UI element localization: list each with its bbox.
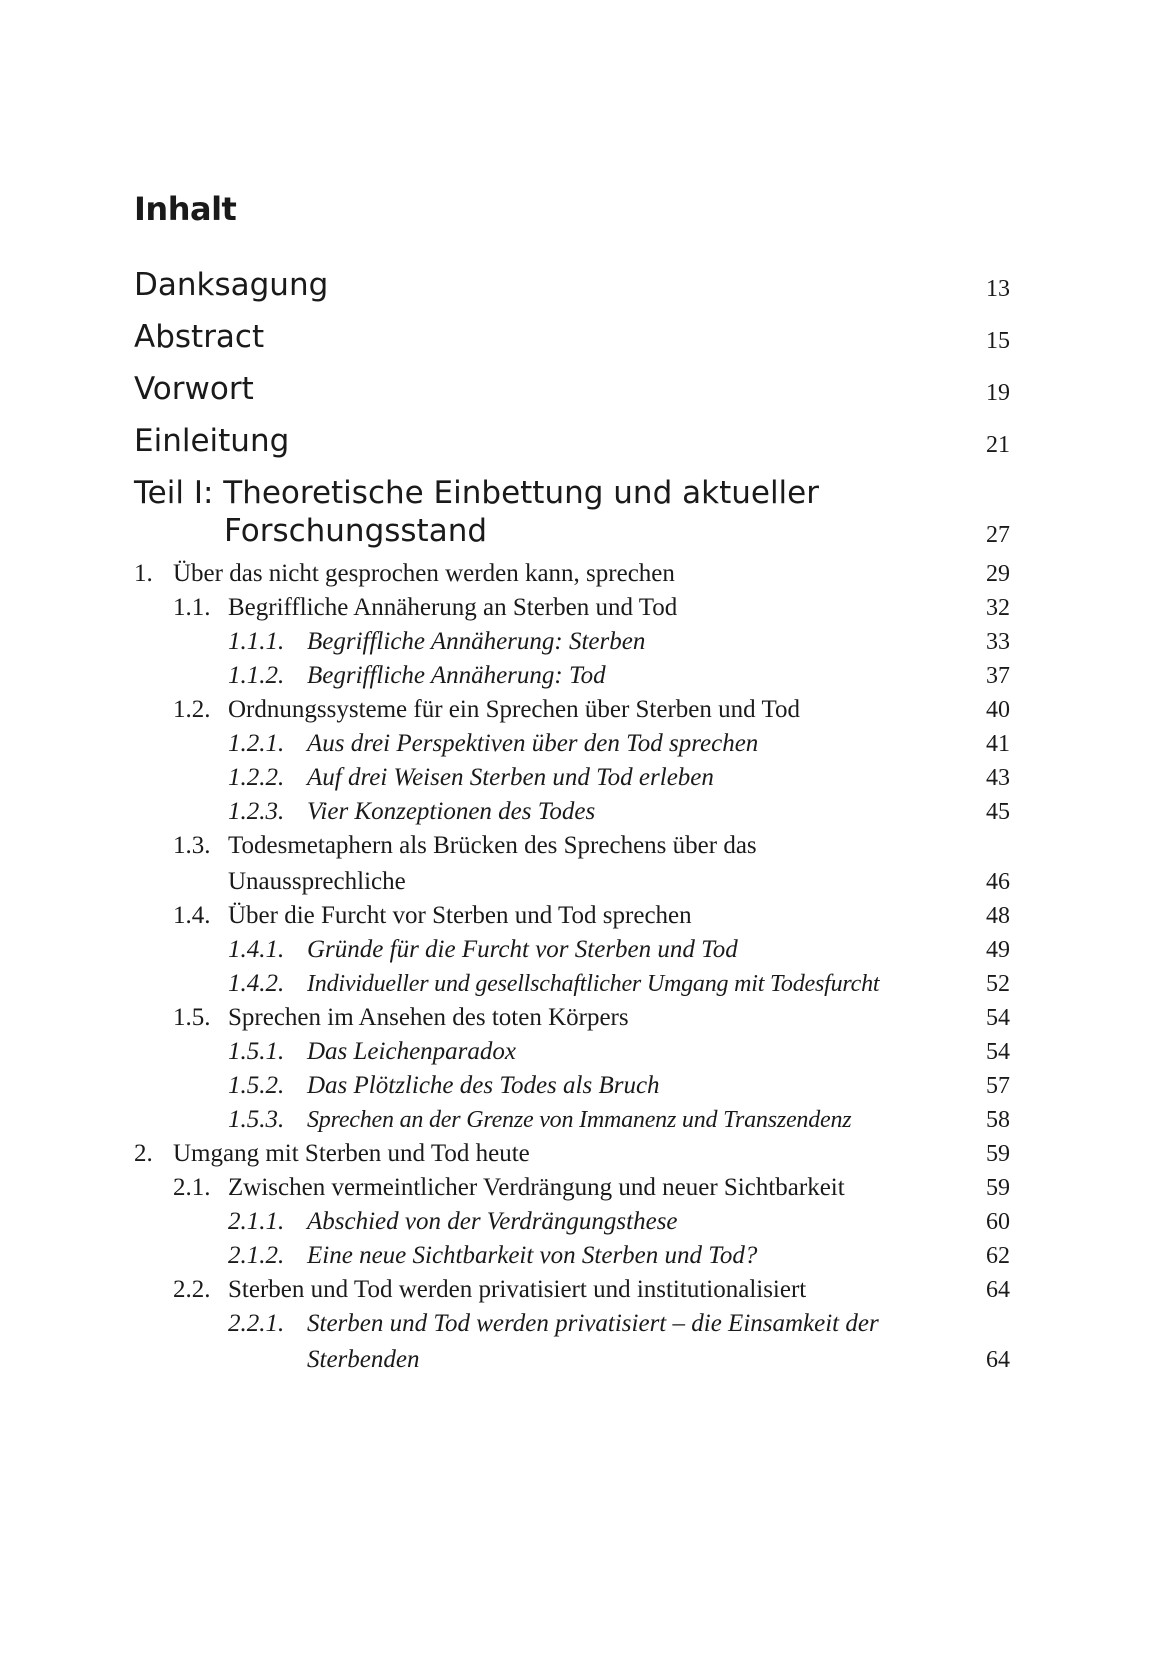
part-title-line-1: Teil I: Theoretische Einbettung und aktueller — [134, 475, 819, 511]
section-title: Aus drei Perspektiven über den Tod sprechen — [307, 730, 759, 757]
section-title: Individueller und gesellschaftlicher Umgang mit Todesfurcht — [307, 971, 880, 997]
toc-page: 46 — [986, 869, 1010, 895]
section-number: 1.2.3. — [228, 798, 285, 825]
toc-page: 37 — [986, 663, 1010, 689]
section-number: 1.1.2. — [228, 662, 285, 689]
toc-entry[interactable] — [134, 624, 1010, 660]
toc-page: 21 — [986, 432, 1010, 458]
toc-page: 13 — [986, 276, 1010, 302]
toc-page: 33 — [986, 629, 1010, 655]
section-number: 1.2. — [173, 696, 211, 723]
section-number: 1.4.1. — [228, 936, 285, 963]
toc-page: 19 — [986, 380, 1010, 406]
toc-entry-vorwort[interactable] — [134, 370, 1010, 408]
toc-entry[interactable] — [134, 1204, 1010, 1240]
toc-page: 41 — [986, 731, 1010, 757]
toc-entry-part-1[interactable] — [134, 474, 1010, 550]
toc-entry-abstract[interactable] — [134, 318, 1010, 356]
toc-page: 58 — [986, 1107, 1010, 1133]
section-number: 2.1.1. — [228, 1208, 285, 1235]
toc-page: 54 — [986, 1005, 1010, 1031]
section-title: Das Leichenparadox — [307, 1038, 516, 1065]
toc-page: 45 — [986, 799, 1010, 825]
toc-entry[interactable] — [134, 556, 1010, 592]
page-title: Inhalt — [134, 190, 237, 228]
toc-entry[interactable] — [134, 1272, 1010, 1308]
toc-page: 64 — [986, 1277, 1010, 1303]
section-number: 1.5. — [173, 1004, 211, 1031]
part-title-line-2: Forschungsstand — [224, 513, 488, 549]
section-title: Gründe für die Furcht vor Sterben und Tod — [307, 936, 738, 963]
toc-page: 49 — [986, 937, 1010, 963]
toc-entry[interactable] — [134, 590, 1010, 626]
toc-page: 59 — [986, 1141, 1010, 1167]
toc-page: 57 — [986, 1073, 1010, 1099]
section-title: Begriffliche Annäherung: Tod — [307, 662, 606, 689]
toc-page: 48 — [986, 903, 1010, 929]
section-number: 1.1. — [173, 594, 211, 621]
section-number: 1.2.1. — [228, 730, 285, 757]
toc-entry[interactable] — [134, 932, 1010, 968]
toc-page: 62 — [986, 1243, 1010, 1269]
toc-page: 15 — [986, 328, 1010, 354]
toc-entry[interactable] — [134, 794, 1010, 830]
section-title: Auf drei Weisen Sterben und Tod erleben — [307, 764, 714, 791]
section-number: 1.4.2. — [228, 970, 285, 997]
section-title: Sprechen im Ansehen des toten Körpers — [228, 1004, 629, 1031]
section-number: 2. — [134, 1140, 153, 1167]
toc-page: 27 — [986, 522, 1010, 548]
section-number: 2.2.1. — [228, 1310, 285, 1337]
section-title: Todesmetaphern als Brücken des Sprechens über das Unaussprechliche — [228, 832, 757, 895]
section-title: Sterben und Tod werden privatisiert – die Einsamkeit der Sterbenden — [307, 1310, 879, 1373]
toc-entry[interactable] — [134, 1306, 1010, 1378]
section-number: 1.1.1. — [228, 628, 285, 655]
section-number: 1.5.3. — [228, 1106, 285, 1133]
section-title: Begriffliche Annäherung an Sterben und Tod — [228, 594, 678, 621]
toc-entry[interactable] — [134, 1136, 1010, 1172]
toc-page: 40 — [986, 697, 1010, 723]
toc-label: Vorwort — [134, 371, 254, 407]
section-number: 2.1. — [173, 1174, 211, 1201]
toc-page: 60 — [986, 1209, 1010, 1235]
toc-entry[interactable] — [134, 966, 1010, 1002]
toc-entry[interactable] — [134, 692, 1010, 728]
toc-entry[interactable] — [134, 1102, 1010, 1138]
section-title: Über das nicht gesprochen werden kann, sprechen — [173, 560, 675, 587]
section-number: 1.5.2. — [228, 1072, 285, 1099]
toc-page: 43 — [986, 765, 1010, 791]
section-title: Umgang mit Sterben und Tod heute — [173, 1140, 530, 1167]
toc-label: Danksagung — [134, 267, 329, 303]
toc-entry[interactable] — [134, 828, 1010, 900]
toc-page: 54 — [986, 1039, 1010, 1065]
toc-entry[interactable] — [134, 1034, 1010, 1070]
toc-page: 59 — [986, 1175, 1010, 1201]
section-title: Das Plötzliche des Todes als Bruch — [307, 1072, 660, 1099]
toc-entry-einleitung[interactable] — [134, 422, 1010, 460]
toc-entry[interactable] — [134, 726, 1010, 762]
section-number: 1. — [134, 560, 153, 587]
toc-entry[interactable] — [134, 658, 1010, 694]
section-title: Über die Furcht vor Sterben und Tod sprechen — [228, 902, 692, 929]
toc-page: 52 — [986, 971, 1010, 997]
toc-entry[interactable] — [134, 898, 1010, 934]
section-number: 2.2. — [173, 1276, 211, 1303]
section-title: Ordnungssysteme für ein Sprechen über Sterben und Tod — [228, 696, 800, 723]
section-number: 2.1.2. — [228, 1242, 285, 1269]
toc-entry[interactable] — [134, 1238, 1010, 1274]
toc-label: Abstract — [134, 319, 265, 355]
toc-label: Einleitung — [134, 423, 290, 459]
toc-entry-danksagung[interactable] — [134, 266, 1010, 304]
section-title: Eine neue Sichtbarkeit von Sterben und Tod? — [307, 1242, 758, 1269]
section-title: Begriffliche Annäherung: Sterben — [307, 628, 646, 655]
section-title: Zwischen vermeintlicher Verdrängung und neuer Sichtbarkeit — [228, 1174, 845, 1201]
section-number: 1.5.1. — [228, 1038, 285, 1065]
section-title: Sprechen an der Grenze von Immanenz und Transzendenz — [307, 1107, 852, 1133]
section-number: 1.2.2. — [228, 764, 285, 791]
toc-page: 29 — [986, 561, 1010, 587]
toc-entry[interactable] — [134, 1068, 1010, 1104]
section-title: Vier Konzeptionen des Todes — [307, 798, 596, 825]
section-title: Abschied von der Verdrängungsthese — [307, 1208, 678, 1235]
toc-entry[interactable] — [134, 1170, 1010, 1206]
section-number: 1.4. — [173, 902, 211, 929]
toc-page: 32 — [986, 595, 1010, 621]
toc-page: 64 — [986, 1347, 1010, 1373]
toc-entry[interactable] — [134, 1000, 1010, 1036]
section-number: 1.3. — [173, 832, 211, 859]
section-title: Sterben und Tod werden privatisiert und institutionalisiert — [228, 1276, 807, 1303]
toc-entry[interactable] — [134, 760, 1010, 796]
